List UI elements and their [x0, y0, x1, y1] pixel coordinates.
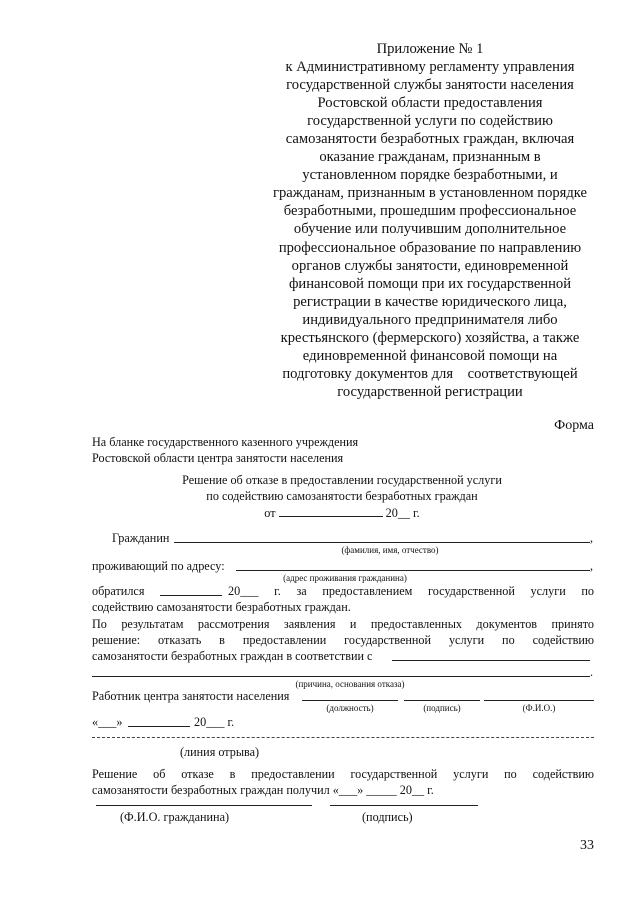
appendix-line: государственной услуги по содействию — [307, 113, 553, 130]
appendix-line: Приложение № 1 — [376, 41, 484, 57]
appendix-line: гражданам, признанным в установленном порядке — [272, 185, 588, 202]
worker-name-field[interactable] — [484, 700, 594, 701]
name-caption: (Ф.И.О.) — [522, 703, 556, 713]
worker-position-field[interactable] — [302, 700, 398, 701]
reason-caption: (причина, основания отказа) — [295, 679, 405, 689]
appendix-line: установленном порядке безработными, и — [302, 167, 558, 184]
appendix-line: финансовой помощи при их государственной — [288, 275, 572, 292]
appendix-line: профессиональное образование по направлению — [278, 239, 582, 256]
appendix-line: оказание гражданам, признанным в — [319, 149, 541, 166]
citizen-label: Гражданин — [112, 531, 170, 545]
worker-signature-field[interactable] — [404, 700, 480, 701]
worker-date-day: «___» — [92, 715, 123, 729]
appendix-line: регистрации в качестве юридического лица, — [293, 293, 567, 310]
applied-label: обратился — [92, 584, 145, 598]
applied-date-field[interactable] — [160, 595, 222, 596]
date-prefix: от — [264, 506, 276, 520]
reason-field[interactable] — [392, 660, 590, 661]
citizen-fio-caption: (Ф.И.О. гражданина) — [120, 810, 230, 824]
tear-line — [92, 737, 594, 738]
reason-field-2[interactable] — [92, 676, 590, 677]
result-line-2: решение: отказать в предоставлении государственной услуги по содействию — [92, 633, 594, 647]
received-line-2: самозанятости безработных граждан получил «___» _____ 20__ г. — [92, 783, 434, 797]
decision-date — [92, 504, 592, 521]
period: . — [590, 665, 594, 679]
worker-date-month-field[interactable] — [128, 726, 190, 727]
comma: , — [590, 531, 594, 545]
decision-title-line-1: Решение об отказе в предоставлении государственной услуги — [182, 473, 502, 487]
result-line-1: По результатам рассмотрения заявления и предоставленных документов принято — [92, 617, 594, 631]
appendix-line: единовременной финансовой помощи на — [302, 347, 558, 364]
appendix-line: безработными, прошедшим профессиональное — [283, 203, 577, 220]
page-number: 33 — [580, 838, 594, 853]
citizen-signature-caption: (подпись) — [362, 810, 413, 824]
comma: , — [590, 559, 594, 573]
decision-title — [92, 472, 592, 521]
form-label: Форма — [554, 418, 594, 433]
citizen-name-caption: (фамилия, имя, отчество) — [341, 545, 439, 555]
citizen-name-field[interactable] — [174, 542, 590, 543]
applied-text-2: содействию самозанятости безработных граждан. — [92, 600, 351, 614]
appendix-line: органов службы занятости, единовременной — [291, 257, 569, 274]
appendix-line: к Административному регламенту управления — [285, 59, 575, 76]
appendix-line: государственной службы занятости населения — [286, 77, 574, 94]
signature-caption: (подпись) — [423, 703, 461, 713]
letterhead-line-2: Ростовской области центра занятости населения — [92, 451, 344, 465]
appendix-line: Ростовской области предоставления — [317, 95, 543, 112]
appendix-line: крестьянского (фермерского) хозяйства, а также — [280, 329, 580, 346]
worker-date-year: 20___ г. — [194, 715, 235, 729]
date-year: 20__ г. — [385, 506, 420, 520]
decision-title-line-2: по содействию самозанятости безработных граждан — [206, 489, 478, 503]
appendix-line: подготовку документов для соответствующей — [282, 365, 578, 382]
received-line-1: Решение об отказе в предоставлении государственной услуги по содействию — [92, 767, 594, 781]
letterhead-note — [92, 434, 358, 466]
date-blank[interactable] — [279, 504, 383, 517]
address-field[interactable] — [236, 570, 590, 571]
tear-line-label: (линия отрыва) — [180, 745, 260, 759]
appendix-line: обучение или получившим дополнительное — [293, 221, 567, 238]
position-caption: (должность) — [326, 703, 374, 713]
appendix-line: самозанятости безработных граждан, включая — [285, 131, 575, 148]
worker-label: Работник центра занятости населения — [92, 689, 290, 703]
letterhead-line-1: На бланке государственного казенного учреждения — [92, 435, 359, 449]
address-label: проживающий по адресу: — [92, 559, 225, 573]
citizen-signature-field[interactable] — [330, 805, 478, 806]
applied-text: 20___ г. за предоставлением государственной услуги по — [228, 584, 594, 598]
citizen-fio-field[interactable] — [96, 805, 312, 806]
address-caption: (адрес проживания гражданина) — [283, 573, 407, 583]
appendix-line: индивидуального предпринимателя либо — [302, 311, 558, 328]
appendix-line: государственной регистрации — [337, 383, 523, 400]
appendix-header — [255, 40, 605, 401]
result-line-3: самозанятости безработных граждан в соответствии с — [92, 649, 373, 663]
